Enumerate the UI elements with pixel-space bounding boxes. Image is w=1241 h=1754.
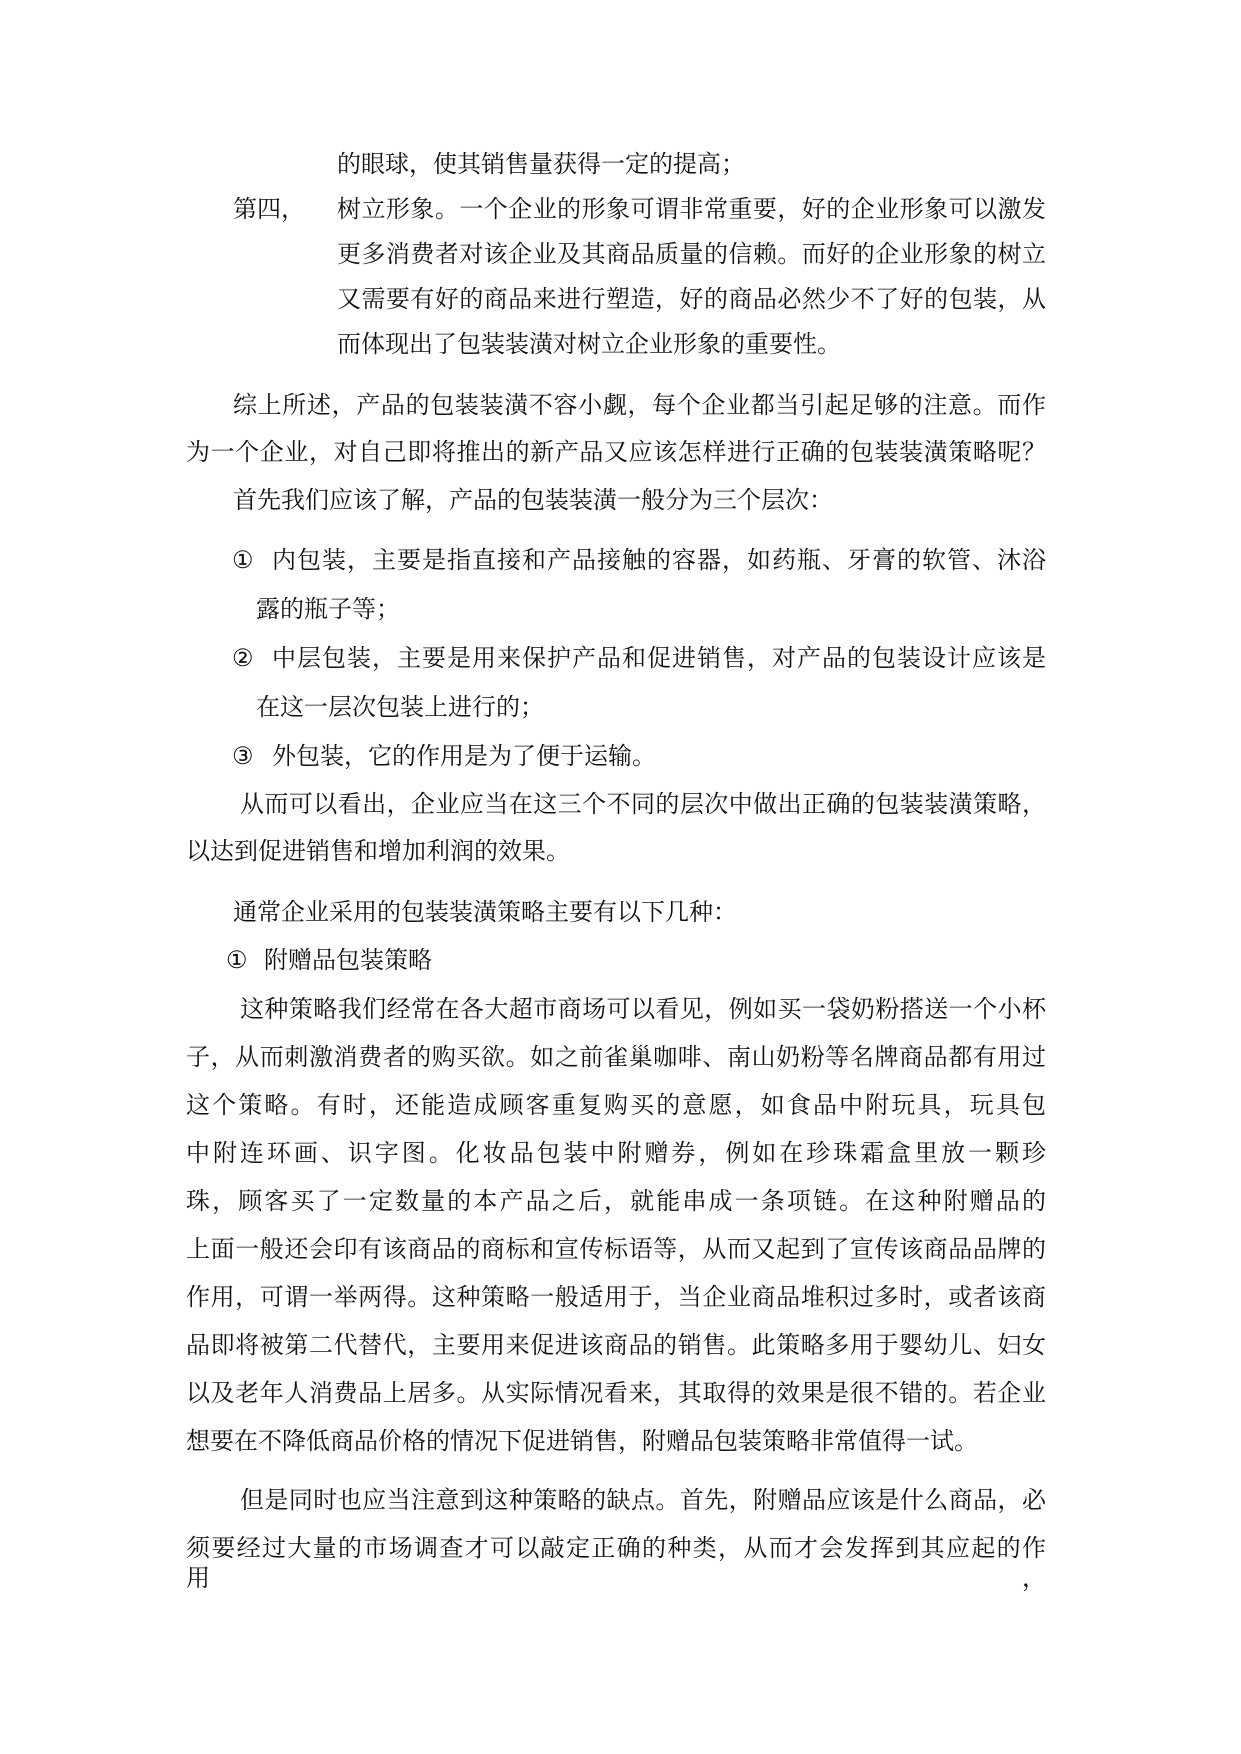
level-3-marker: ③ <box>232 742 254 770</box>
item4-line-1: 树立形象。一个企业的形象可谓非常重要，好的企业形象可以激发 <box>337 195 1046 223</box>
item4-label: 第四， <box>233 195 305 223</box>
summary-line-1: 综上所述，产品的包装装潢不容小觑，每个企业都当引起足够的注意。而作 <box>233 391 1046 419</box>
level-1-marker: ① <box>232 546 254 574</box>
item4-line-2: 更多消费者对该企业及其商品质量的信赖。而好的企业形象的树立 <box>337 240 1046 268</box>
strategy-1-body-line-6: 上面一般还会印有该商品的商标和宣传标语等，从而又起到了宣传该商品品牌的 <box>186 1235 1046 1263</box>
summary-line-2: 为一个企业，对自己即将推出的新产品又应该怎样进行正确的包装装潢策略呢？ <box>186 438 1046 466</box>
strategy-1-body-line-9: 以及老年人消费品上居多。从实际情况看来，其取得的效果是很不错的。若企业 <box>186 1379 1046 1407</box>
levels-intro: 首先我们应该了解，产品的包装装潢一般分为三个层次： <box>233 486 833 514</box>
strategy-1-body-line-1: 这种策略我们经常在各大超市商场可以看见，例如买一袋奶粉搭送一个小杯 <box>240 995 1046 1023</box>
strategy-1-body-line-3: 这个策略。有时，还能造成顾客重复购买的意愿，如食品中附玩具，玩具包 <box>186 1091 1046 1119</box>
strategy-1-body-line-10: 想要在不降低商品价格的情况下促进销售，附赠品包装策略非常值得一试。 <box>186 1427 978 1455</box>
item4-continuation: 的眼球，使其销售量获得一定的提高； <box>337 150 745 178</box>
level-2-line-1: 中层包装，主要是用来保护产品和促进销售，对产品的包装设计应该是 <box>272 644 1046 672</box>
level-1-line-2: 露的瓶子等； <box>256 595 400 623</box>
conclusion-line-2: 以达到促进销售和增加利润的效果。 <box>186 837 570 865</box>
drawbacks-line-2: 须要经过大量的市场调查才可以敲定正确的种类，从而才会发挥到其应起的作用， <box>186 1534 1046 1592</box>
strategies-intro: 通常企业采用的包装装潢策略主要有以下几种： <box>233 898 737 926</box>
strategy-1-body-line-7: 作用，可谓一举两得。这种策略一般适用于，当企业商品堆积过多时，或者该商 <box>186 1283 1046 1311</box>
level-2-line-2: 在这一层次包装上进行的； <box>256 693 544 721</box>
strategy-1-title: 附赠品包装策略 <box>264 946 432 974</box>
level-1-line-1: 内包装，主要是指直接和产品接触的容器，如药瓶、牙膏的软管、沐浴 <box>272 546 1046 574</box>
strategy-1-body-line-5: 珠，顾客买了一定数量的本产品之后，就能串成一条项链。在这种附赠品的 <box>186 1187 1046 1215</box>
strategy-1-body-line-8: 品即将被第二代替代，主要用来促进该商品的销售。此策略多用于婴幼儿、妇女 <box>186 1331 1046 1359</box>
strategy-1-body-line-4: 中附连环画、识字图。化妆品包装中附赠券，例如在珍珠霜盒里放一颗珍 <box>186 1139 1046 1167</box>
conclusion-line-1: 从而可以看出，企业应当在这三个不同的层次中做出正确的包装装潢策略， <box>240 790 1046 818</box>
item4-line-3: 又需要有好的商品来进行塑造，好的商品必然少不了好的包装，从 <box>337 285 1046 313</box>
strategy-1-body-line-2: 子，从而刺激消费者的购买欲。如之前雀巢咖啡、南山奶粉等名牌商品都有用过 <box>186 1043 1046 1071</box>
level-2-marker: ② <box>232 644 254 672</box>
item4-line-4: 而体现出了包装装潢对树立企业形象的重要性。 <box>337 330 841 358</box>
drawbacks-line-1: 但是同时也应当注意到这种策略的缺点。首先，附赠品应该是什么商品，必 <box>240 1486 1046 1514</box>
level-3-line-1: 外包装，它的作用是为了便于运输。 <box>272 742 656 770</box>
strategy-1-marker: ① <box>226 946 248 974</box>
